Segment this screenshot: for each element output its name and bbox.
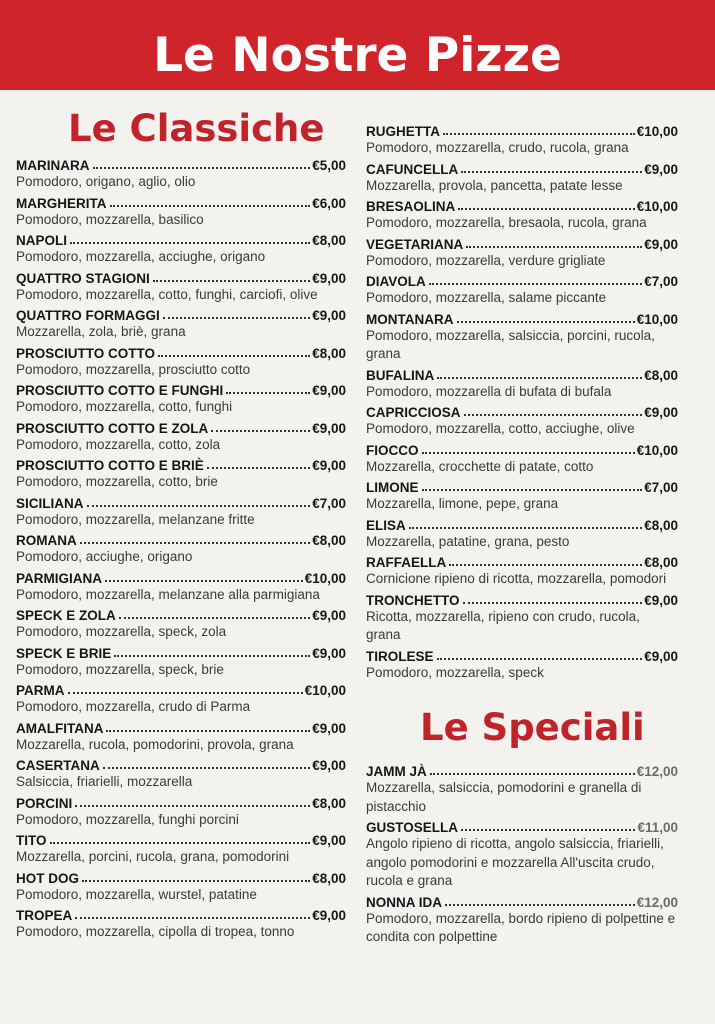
menu-item-row [366,476,678,495]
pizza-price: €9,00 [312,308,346,323]
pizza-name: FIOCCO [366,442,419,458]
menu-item-row [366,158,678,177]
menu-item-row [16,604,346,623]
menu-item-row [16,229,346,248]
pizza-ingredients: Pomodoro, mozzarella, cotto, zola [16,436,221,452]
menu-item [16,792,346,830]
menu-item-row [366,589,678,608]
pizza-price: €9,00 [312,833,346,848]
menu-item-row [366,816,678,835]
menu-item [16,454,346,492]
pizza-name: SICILIANA [16,495,84,511]
dot-leader [461,829,635,831]
pizza-price: €9,00 [312,383,346,398]
pizza-ingredients: Pomodoro, mozzarella, basilico [16,211,204,227]
menu-item-row [16,192,346,211]
menu-item [366,120,678,158]
dot-leader [430,773,635,775]
pizza-price: €8,00 [312,795,346,811]
pizza-name: PARMA [16,683,65,698]
menu-item-row [366,120,678,139]
dot-leader [429,283,642,285]
pizza-ingredients: Pomodoro, mozzarella, wurstel, patatine [16,886,257,902]
pizza-ingredients: Pomodoro, mozzarella, bordo ripieno di polpettine e condita con polpettine [366,910,676,944]
menu-item [16,867,346,905]
pizza-name: QUATTRO FORMAGGI [16,308,160,323]
pizza-price: €7,00 [644,274,678,289]
pizza-ingredients: Pomodoro, mozzarella, funghi porcini [16,811,239,827]
pizza-name: HOT DOG [16,870,79,886]
menu-item-row [366,308,678,327]
pizza-ingredients: Pomodoro, mozzarella, salsiccia, porcini, rucola, grana [366,327,655,361]
pizza-name: ROMANA [16,533,77,548]
menu-item [366,476,678,514]
pizza-ingredients: Mozzarella, rucola, pomodorini, provola, grana [16,736,294,752]
pizza-ingredients: Pomodoro, mozzarella, melanzane alla parmigiana [16,586,320,602]
menu-item-row [16,829,346,848]
pizza-name: PROSCIUTTO COTTO [16,345,156,361]
menu-item [366,233,678,271]
pizza-name: MARGHERITA [16,195,107,211]
pizza-ingredients: Pomodoro, mozzarella di bufata di bufala [366,383,612,399]
menu-item-row [366,514,678,533]
pizza-name: ELISA [366,517,406,533]
dot-leader [103,767,310,769]
menu-item [366,514,678,552]
dot-leader [110,205,311,207]
dot-leader [409,527,642,529]
pizza-name: NONNA IDA [366,894,442,910]
dot-leader [211,430,310,432]
menu-item [366,158,678,196]
pizza-price: €7,00 [312,495,346,511]
pizza-ingredients: Pomodoro, mozzarella, bresaola, rucola, grana [366,215,647,230]
dot-leader [119,617,310,619]
pizza-ingredients: Cornicione ripieno di ricotta, mozzarella, pomodori [366,571,667,586]
dot-leader [50,842,311,844]
menu-item [16,679,346,717]
dot-leader [75,805,310,807]
menu-item [366,816,678,891]
menu-item [16,304,346,342]
pizza-name: AMALFITANA [16,720,104,736]
menu-item [16,492,346,530]
menu-item-row [16,904,346,923]
menu-item [16,604,346,642]
pizza-name: CAFUNCELLA [366,161,459,177]
menu-item-row [366,233,678,252]
pizza-ingredients: Pomodoro, mozzarella, acciughe, origano [16,249,266,264]
pizza-price: €8,00 [644,367,678,383]
menu-item [16,154,346,192]
pizza-ingredients: Pomodoro, acciughe, origano [16,549,193,564]
dot-leader [158,355,310,357]
dot-leader [93,167,311,169]
dot-leader [437,658,643,660]
dot-leader [80,542,310,544]
pizza-ingredients: Mozzarella, porcini, rucola, grana, pomodorini [16,849,290,864]
dot-leader [226,392,310,394]
dot-leader [443,133,635,135]
dot-leader [463,602,643,604]
pizza-price: €12,00 [636,764,678,779]
menu-item [16,904,346,942]
pizza-ingredients: Pomodoro, mozzarella, cotto, funghi [16,399,233,414]
menu-item-row [16,567,346,586]
menu-item-row [16,642,346,661]
menu-item [366,589,678,645]
pizza-price: €8,00 [312,233,346,248]
dot-leader [445,904,635,906]
pizza-name: BRESAOLINA [366,199,456,214]
menu-item [366,401,678,439]
classiche-list [16,154,346,942]
speciali-list [366,760,678,947]
dot-leader [87,505,311,507]
pizza-price: €8,00 [312,345,346,361]
menu-item [16,417,346,455]
pizza-ingredients: Pomodoro, origano, aglio, olio [16,174,196,189]
pizza-name: QUATTRO STAGIONI [16,270,150,286]
pizza-price: €9,00 [312,420,346,436]
pizza-name: TROPEA [16,908,73,923]
menu-item-row [366,645,678,664]
pizza-ingredients: Pomodoro, mozzarella, cotto, brie [16,474,218,489]
pizza-ingredients: Salsiccia, friarielli, mozzarella [16,774,193,789]
pizza-ingredients: Mozzarella, limone, pepe, grana [366,496,559,511]
pizza-ingredients: Pomodoro, mozzarella, speck, zola [16,624,227,639]
pizza-name: PARMIGIANA [16,570,102,586]
dot-leader [106,730,310,732]
pizza-name: TIROLESE [366,648,434,664]
pizza-price: €9,00 [644,405,678,420]
left-column [16,104,346,942]
menu-item-row [366,364,678,383]
menu-item [366,308,678,364]
pizza-name: NAPOLI [16,233,68,248]
menu-item-row [16,304,346,323]
pizza-ingredients: Pomodoro, mozzarella, verdure grigliate [366,252,606,268]
pizza-name: JAMM JÀ [366,764,427,779]
dot-leader [105,580,303,582]
classiche-list-continued [366,120,678,682]
pizza-ingredients: Pomodoro, mozzarella, cipolla di tropea, tonno [16,924,295,939]
pizza-name: TITO [16,833,47,848]
pizza-ingredients: Pomodoro, mozzarella, speck [366,664,544,680]
pizza-price: €10,00 [304,570,346,586]
pizza-ingredients: Pomodoro, mozzarella, crudo di Parma [16,699,251,714]
pizza-price: €9,00 [312,645,346,661]
menu-item-row [16,154,346,173]
menu-item [16,642,346,680]
pizza-price: €9,00 [312,458,346,473]
menu-item [16,754,346,792]
dot-leader [437,377,642,379]
dot-leader [449,564,642,566]
pizza-ingredients: Pomodoro, mozzarella, cotto, funghi, carciofi, olive [16,286,318,302]
menu-item-row [16,454,346,473]
menu-item [16,829,346,867]
pizza-price: €9,00 [644,648,678,664]
menu-item [16,267,346,305]
menu-item-row [16,792,346,811]
menu-item-row [16,717,346,736]
pizza-name: TRONCHETTO [366,592,460,608]
menu-item-row [366,195,678,214]
pizza-name: DIAVOLA [366,274,426,289]
dot-leader [75,917,310,919]
menu-item-row [366,439,678,458]
dot-leader [70,242,310,244]
pizza-ingredients: Pomodoro, mozzarella, prosciutto cotto [16,361,251,377]
section-title-speciali: Le Speciali [420,706,645,749]
pizza-ingredients: Pomodoro, mozzarella, salame piccante [366,290,607,305]
pizza-ingredients: Pomodoro, mozzarella, crudo, rucola, grana [366,140,629,155]
menu-item [366,439,678,477]
header-banner [0,0,715,102]
pizza-price: €10,00 [636,311,678,327]
pizza-ingredients: Pomodoro, mozzarella, speck, brie [16,661,224,677]
pizza-price: €8,00 [644,517,678,533]
pizza-price: €5,00 [312,158,346,173]
menu-item-row [366,401,678,420]
dot-leader [422,452,635,454]
pizza-ingredients: Mozzarella, crocchette di patate, cotto [366,458,594,474]
pizza-price: €9,00 [644,592,678,608]
pizza-name: SPECK E ZOLA [16,608,116,623]
pizza-name: SPECK E BRIE [16,645,112,661]
pizza-name: PORCINI [16,795,73,811]
pizza-price: €12,00 [636,894,678,910]
menu-item-row [366,551,678,570]
pizza-price: €6,00 [312,195,346,211]
pizza-ingredients: Ricotta, mozzarella, ripieno con crudo, rucola, grana [366,608,640,642]
menu-item-row [366,760,678,779]
dot-leader [457,321,635,323]
pizza-name: PROSCIUTTO COTTO E FUNGHI [16,383,224,398]
menu-item [366,364,678,402]
menu-item [16,192,346,230]
dot-leader [464,414,643,416]
pizza-name: LIMONE [366,480,419,495]
dot-leader [466,246,642,248]
pizza-name: PROSCIUTTO COTTO E BRIÈ [16,458,204,473]
pizza-price: €10,00 [636,199,678,214]
dot-leader [82,880,310,882]
page-title: Le Nostre Pizze [153,28,562,83]
pizza-price: €8,00 [312,870,346,886]
menu-item [16,529,346,567]
pizza-name: RUGHETTA [366,124,440,139]
menu-item-row [16,342,346,361]
menu-item-row [16,679,346,698]
menu-item-row [16,379,346,398]
menu-item-row [16,267,346,286]
pizza-ingredients: Pomodoro, mozzarella, cotto, acciughe, olive [366,421,635,436]
dot-leader [458,208,634,210]
pizza-price: €9,00 [312,908,346,923]
pizza-ingredients: Mozzarella, provola, pancetta, patate lesse [366,177,623,193]
menu-item [16,342,346,380]
menu-item [16,229,346,267]
pizza-name: PROSCIUTTO COTTO E ZOLA [16,420,209,436]
pizza-name: MONTANARA [366,311,454,327]
dot-leader [153,280,310,282]
pizza-price: €9,00 [312,720,346,736]
menu-item [366,195,678,233]
pizza-ingredients: Mozzarella, salsiccia, pomodorini e granella di pistacchio [366,780,642,814]
menu-item [366,270,678,308]
section-title-classiche: Le Classiche [68,107,325,150]
pizza-price: €10,00 [636,124,678,139]
pizza-price: €10,00 [636,442,678,458]
pizza-ingredients: Mozzarella, patatine, grana, pesto [366,533,570,549]
pizza-price: €9,00 [312,270,346,286]
dot-leader [422,489,643,491]
pizza-price: €9,00 [644,236,678,252]
dot-leader [163,317,310,319]
pizza-price: €10,00 [304,683,346,698]
dot-leader [461,171,642,173]
menu-item [366,891,678,947]
menu-item-row [16,867,346,886]
menu-item-row [16,754,346,773]
pizza-price: €9,00 [644,161,678,177]
pizza-price: €7,00 [644,480,678,495]
menu-item-row [16,529,346,548]
pizza-name: CASERTANA [16,758,100,773]
pizza-name: CAPRICCIOSA [366,405,461,420]
pizza-name: MARINARA [16,158,90,173]
pizza-price: €11,00 [637,820,678,835]
pizza-price: €9,00 [312,758,346,773]
pizza-price: €8,00 [312,533,346,548]
menu-item [366,645,678,683]
pizza-ingredients: Angolo ripieno di ricotta, angolo salsiccia, friarielli, angolo pomodorini e mozzarella All'uscita crudo, rucola e grana [366,836,664,888]
pizza-name: VEGETARIANA [366,236,464,252]
menu-item-row [16,492,346,511]
menu-item [16,379,346,417]
pizza-name: RAFFAELLA [366,555,447,570]
pizza-ingredients: Mozzarella, zola, briè, grana [16,324,186,339]
menu-item-row [366,891,678,910]
menu-item [16,717,346,755]
pizza-price: €9,00 [312,608,346,623]
dot-leader [114,655,310,657]
dot-leader [68,692,303,694]
menu-item-row [366,270,678,289]
menu-item [366,551,678,589]
pizza-price: €8,00 [644,555,678,570]
menu-item-row [16,417,346,436]
pizza-ingredients: Pomodoro, mozzarella, melanzane fritte [16,511,255,527]
pizza-name: BUFALINA [366,367,435,383]
menu-item [366,760,678,816]
menu-item [16,567,346,605]
pizza-name: GUSTOSELLA [366,820,459,835]
right-column [366,120,678,947]
dot-leader [207,467,310,469]
